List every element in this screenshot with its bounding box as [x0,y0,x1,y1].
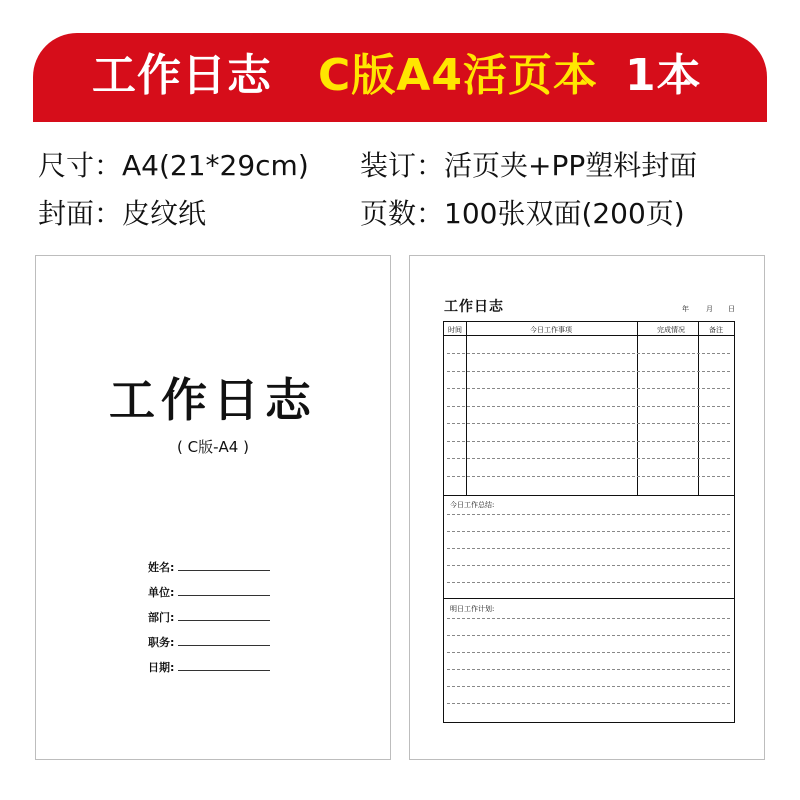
dashed-writing-line [447,635,730,636]
dashed-writing-line [447,652,730,653]
cover-field-line [178,670,270,671]
dashed-writing-line [447,371,730,372]
section-divider [444,598,734,599]
column-header-notes: 备注 [709,326,723,334]
column-divider [698,322,699,495]
dashed-writing-line [447,423,730,424]
column-divider [466,322,467,495]
spec-pages: 页数：100张双面(200页) [360,197,685,230]
spec-binding: 装订：活页夹+PP塑料封面 [360,149,698,182]
cover-field-line [178,620,270,621]
cover-field-name: 姓名: [148,561,175,574]
section-divider [444,495,734,496]
spec-cover: 封面：皮纹纸 [38,197,207,230]
dashed-writing-line [447,686,730,687]
cover-field-date: 日期: [148,661,175,674]
spec-size: 尺寸：A4(21*29cm) [38,149,309,182]
cover-subtitle: ( C版-A4 ) [177,438,249,456]
cover-field-department: 部门: [148,611,175,624]
inner-title: 工作日志 [444,299,504,315]
cover-field-line [178,645,270,646]
dashed-writing-line [447,406,730,407]
dashed-writing-line [447,582,730,583]
date-day-label: 日 [728,305,735,313]
banner-title: 工作日志 [92,50,272,101]
dashed-writing-line [447,514,730,515]
banner-subtitle: C版A4活页本 [318,50,598,101]
cover-page-preview [35,255,391,760]
plan-label: 明日工作计划: [450,605,495,613]
cover-field-position: 职务: [148,636,175,649]
dashed-writing-line [447,441,730,442]
dashed-writing-line [447,565,730,566]
dashed-writing-line [447,669,730,670]
date-month-label: 月 [706,305,713,313]
dashed-writing-line [447,353,730,354]
log-table [443,321,735,723]
dashed-writing-line [447,531,730,532]
cover-field-unit: 单位: [148,586,175,599]
dashed-writing-line [447,703,730,704]
summary-label: 今日工作总结: [450,501,495,509]
banner-quantity: 1本 [625,50,702,101]
cover-title: 工作日志 [109,373,317,427]
column-header-tasks: 今日工作事项 [530,326,572,334]
cover-field-line [178,570,270,571]
dashed-writing-line [447,388,730,389]
dashed-writing-line [447,548,730,549]
inner-page-preview [409,255,765,760]
column-header-time: 时间 [448,326,462,334]
dashed-writing-line [447,458,730,459]
cover-field-line [178,595,270,596]
column-header-status: 完成情况 [657,326,685,334]
banner-underline [33,120,767,122]
dashed-writing-line [447,476,730,477]
header-divider [444,335,734,336]
date-year-label: 年 [682,305,689,313]
dashed-writing-line [447,618,730,619]
column-divider [637,322,638,495]
